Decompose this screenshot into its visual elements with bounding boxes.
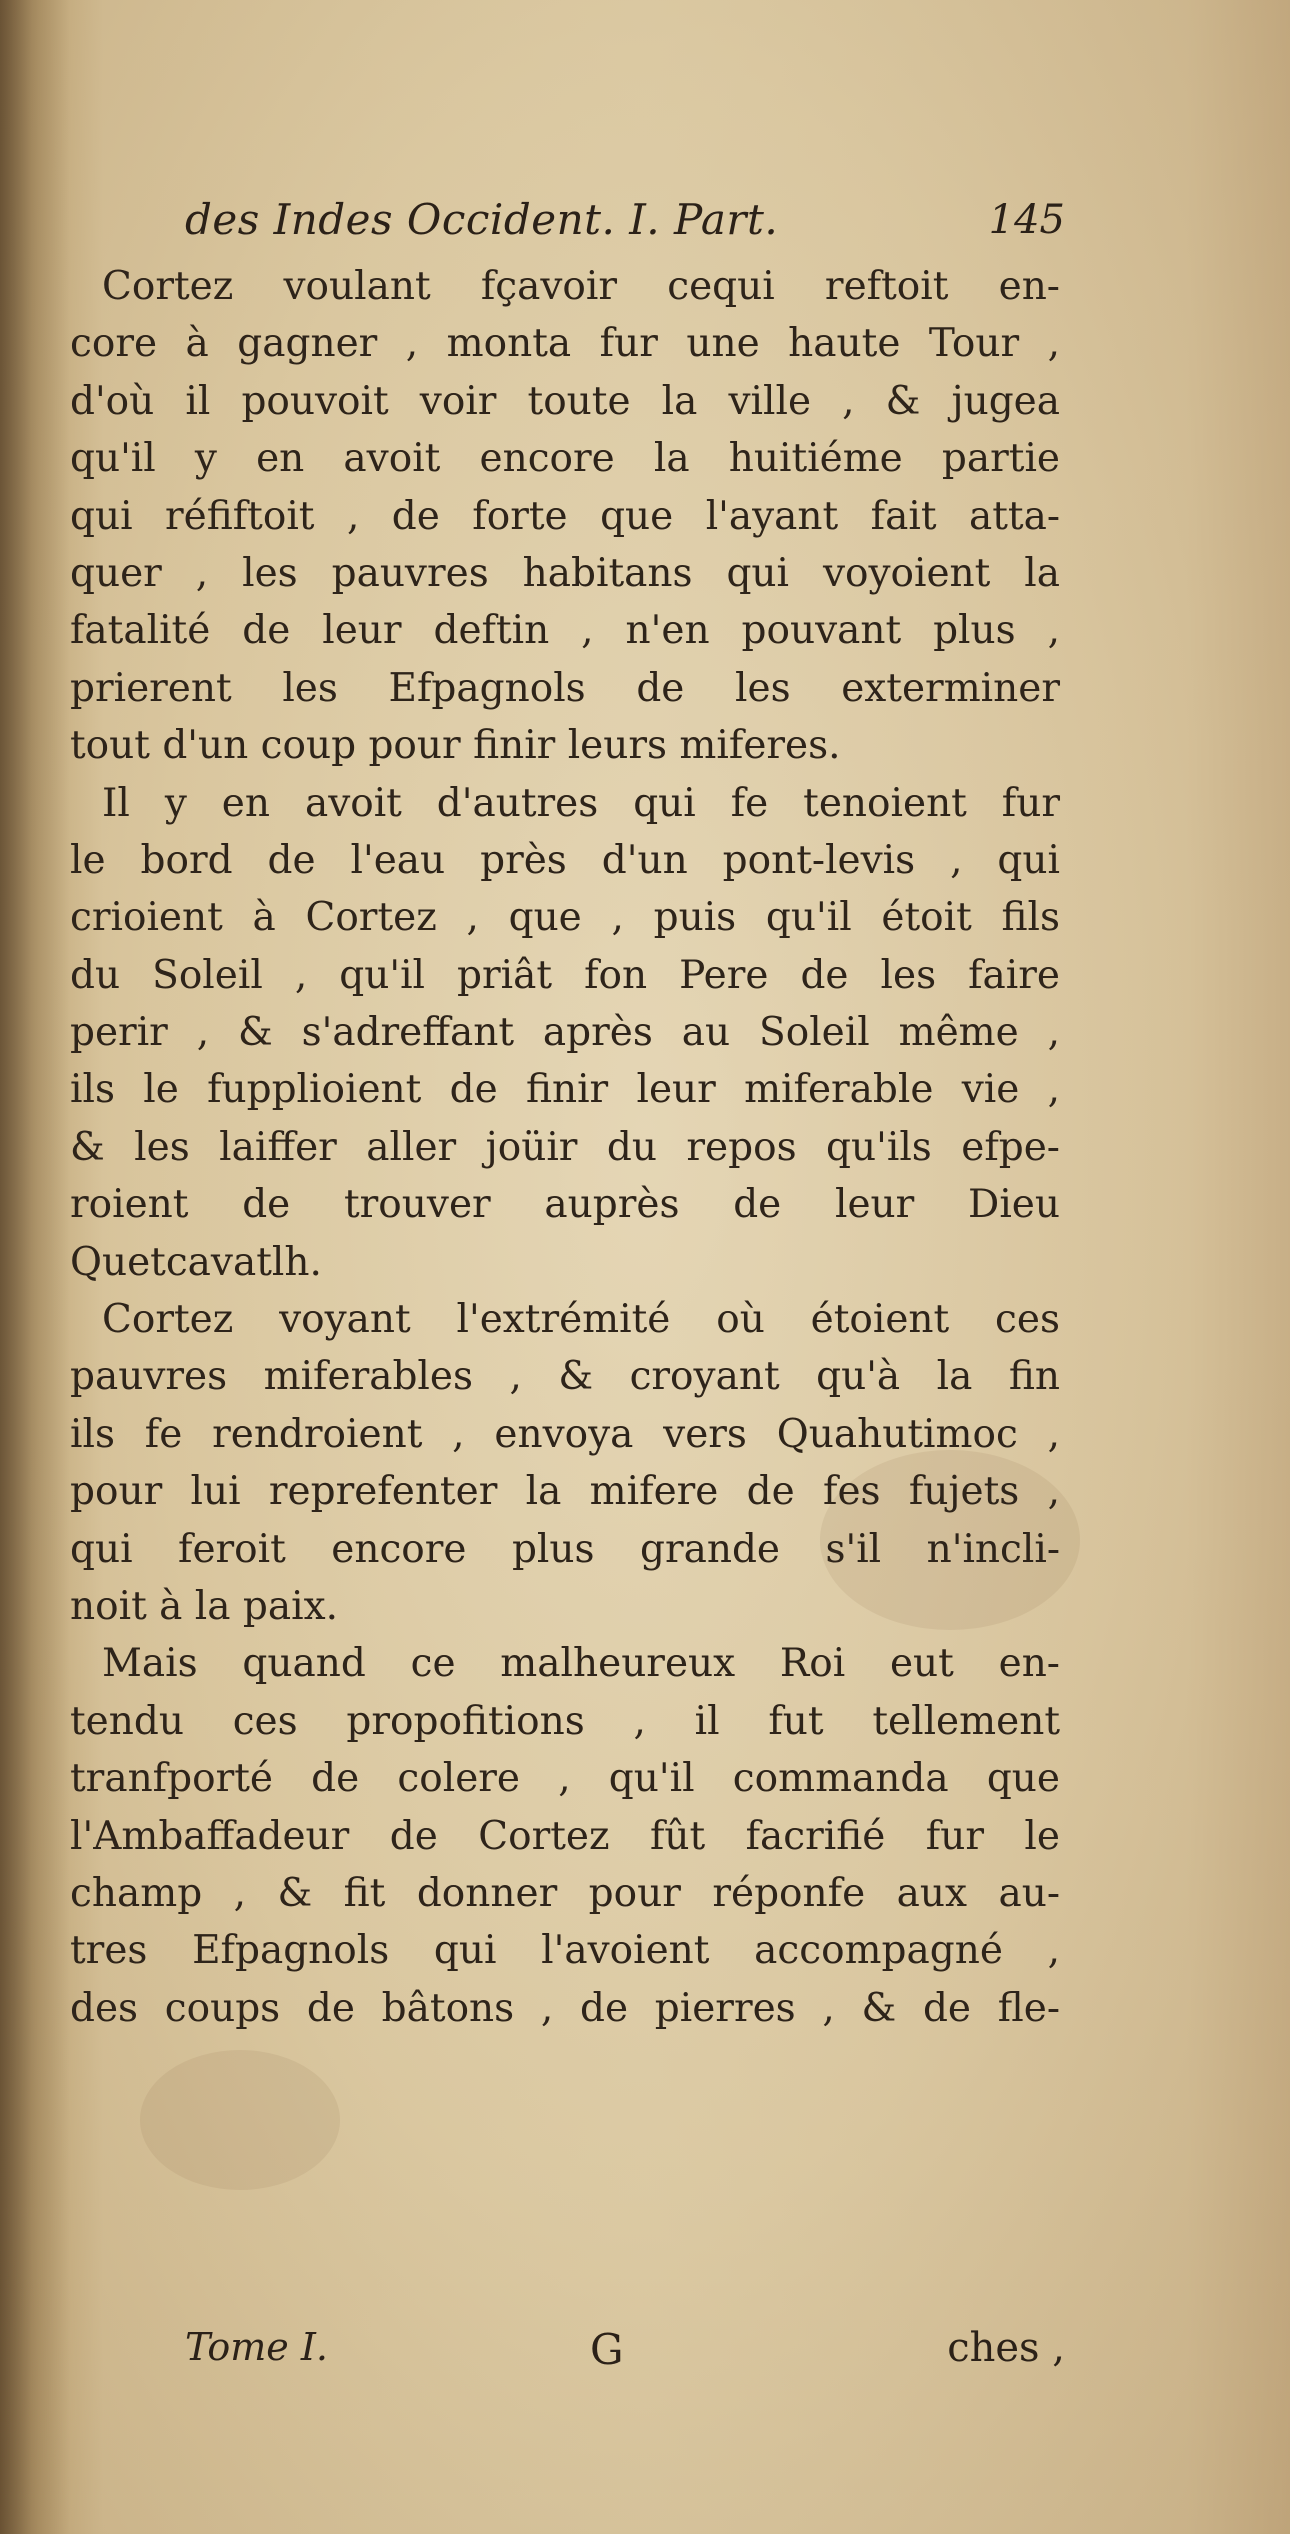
text-line: qu'il y en avoit encore la huitiéme partie xyxy=(70,436,1060,482)
text-line: d'où il pouvoit voir toute la ville , & jugea xyxy=(70,378,1060,424)
text-line: pour lui reprefenter la mifere de fes fujets , xyxy=(70,1469,1060,1515)
text-line: tout d'un coup pour finir leurs miferes. xyxy=(70,723,841,769)
running-title: des Indes Occident. I. Part. xyxy=(185,195,779,244)
gutter-shadow xyxy=(0,0,70,2534)
text-line: tres Efpagnols qui l'avoient accompagné , xyxy=(70,1928,1060,1974)
catchword: ches , xyxy=(947,2325,1065,2371)
text-line: Mais quand ce malheureux Roi eut en- xyxy=(102,1641,1060,1687)
text-line: l'Ambaffadeur de Cortez fût facrifié fur le xyxy=(70,1813,1060,1859)
text-line: Cortez voulant fçavoir cequi reftoit en- xyxy=(102,264,1060,309)
signature-mark: G xyxy=(590,2325,624,2374)
page-number: 145 xyxy=(988,197,1065,243)
text-line: ils le fupplioient de finir leur miferable vie , xyxy=(70,1067,1060,1113)
text-line: crioient à Cortez , que , puis qu'il étoit fils xyxy=(70,895,1060,941)
text-line: quer , les pauvres habitans qui voyoient la xyxy=(70,550,1060,596)
text-line: tendu ces propofitions , il fut tellement xyxy=(70,1698,1060,1744)
text-line: Il y en avoit d'autres qui fe tenoient fur xyxy=(102,780,1060,826)
text-line: prierent les Efpagnols de les exterminer xyxy=(70,665,1060,711)
text-line: Quetcavatlh. xyxy=(70,1239,322,1285)
text-line: perir , & s'adreffant après au Soleil même , xyxy=(70,1010,1060,1056)
text-line: des coups de bâtons , de pierres , & de fle- xyxy=(70,1985,1060,2031)
page-footer xyxy=(185,2325,1065,2395)
paper-stain xyxy=(140,2050,340,2190)
text-line: du Soleil , qu'il priât fon Pere de les faire xyxy=(70,952,1060,998)
text-line: & les laiffer aller joüir du repos qu'ils efpe- xyxy=(70,1124,1060,1170)
text-line: Cortez voyant l'extrémité où étoient ces xyxy=(102,1297,1060,1343)
volume-label: Tome I. xyxy=(185,2325,328,2369)
text-line: core à gagner , monta fur une haute Tour , xyxy=(70,321,1060,367)
text-line: qui réfiftoit , de forte que l'ayant fait atta- xyxy=(70,493,1060,539)
text-line: noit à la paix. xyxy=(70,1583,338,1629)
page-header xyxy=(185,195,1065,255)
text-line: champ , & fit donner pour réponfe aux au- xyxy=(70,1870,1060,1916)
text-line: ils fe rendroient , envoya vers Quahutimoc , xyxy=(70,1411,1060,1457)
text-line: pauvres miferables , & croyant qu'à la fin xyxy=(70,1354,1060,1400)
body-text xyxy=(70,258,1060,2037)
text-line: fatalité de leur deftin , n'en pouvant plus , xyxy=(70,608,1060,654)
text-line: roient de trouver auprès de leur Dieu xyxy=(70,1182,1060,1228)
text-line: le bord de l'eau près d'un pont-levis , qui xyxy=(70,837,1060,883)
text-line: qui feroit encore plus grande s'il n'incli- xyxy=(70,1526,1060,1572)
text-line: tranfporté de colere , qu'il commanda que xyxy=(70,1756,1060,1802)
